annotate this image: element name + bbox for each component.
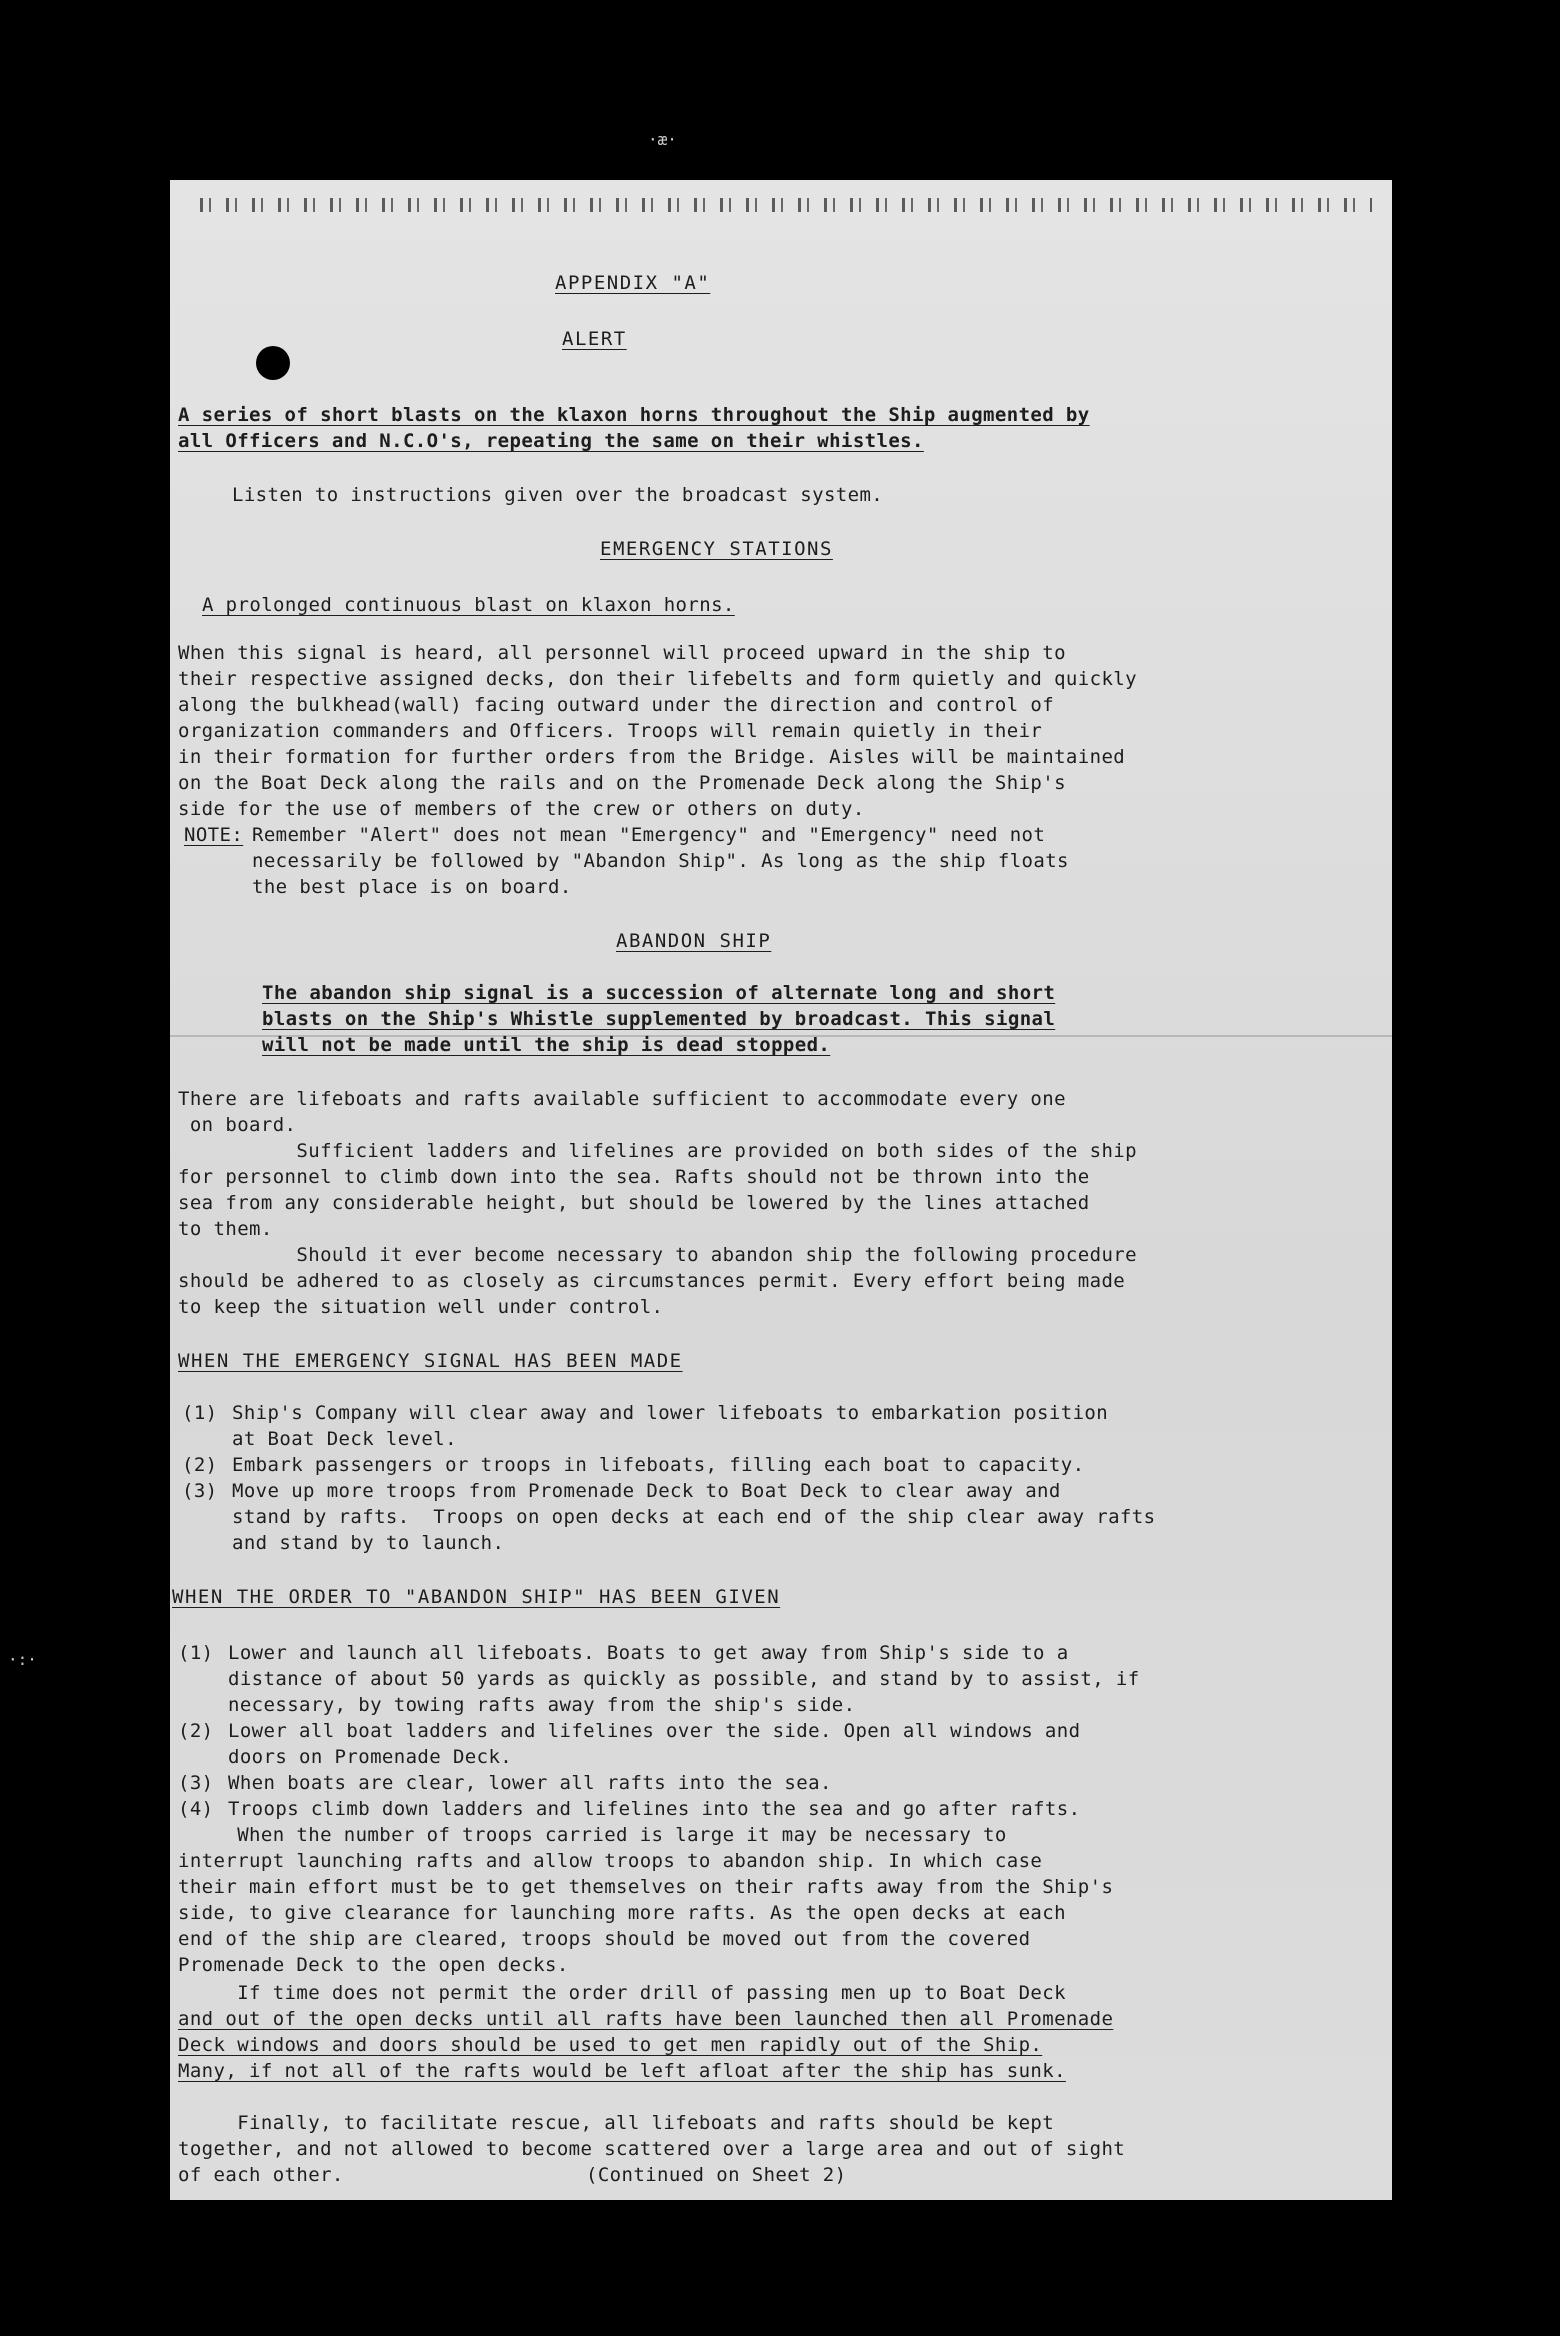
note-line: Remember "Alert" does not mean "Emergency" and "Emergency" need not xyxy=(252,824,1046,846)
abandon-para-line: to keep the situation well under control. xyxy=(178,1296,664,1318)
abandon-para-line: to them. xyxy=(178,1218,273,1240)
list-item-line: and stand by to launch. xyxy=(232,1532,505,1554)
abandon-given-para-line: and out of the open decks until all rafts have been launched then all Promenade xyxy=(178,2008,1114,2030)
emergency-line: in their formation for further orders from the Bridge. Aisles will be maintained xyxy=(178,746,1126,768)
abandon-given-para-line: If time does not permit the order drill of passing men up to Boat Deck xyxy=(178,1982,1066,2004)
alert-listen: Listen to instructions given over the broadcast system. xyxy=(232,484,884,506)
list-number: (4) xyxy=(178,1798,214,1820)
abandon-given-heading: WHEN THE ORDER TO "ABANDON SHIP" HAS BEEN GIVEN xyxy=(172,1586,781,1608)
abandon-given-para-line: When the number of troops carried is large it may be necessary to xyxy=(178,1824,1007,1846)
emergency-made-heading: WHEN THE EMERGENCY SIGNAL HAS BEEN MADE xyxy=(178,1350,683,1372)
list-item-line: Lower and launch all lifeboats. Boats to get away from Ship's side to a xyxy=(228,1642,1069,1664)
emergency-line: along the bulkhead(wall) facing outward under the direction and control of xyxy=(178,694,1055,716)
emergency-line: on the Boat Deck along the rails and on the Promenade Deck along the Ship's xyxy=(178,772,1066,794)
abandon-para-line: Sufficient ladders and lifelines are provided on both sides of the ship xyxy=(178,1140,1137,1162)
list-item-line: Troops climb down ladders and lifelines into the sea and go after rafts. xyxy=(228,1798,1081,1820)
appendix-heading: APPENDIX "A" xyxy=(555,272,711,294)
note-line: necessarily be followed by "Abandon Ship". As long as the ship floats xyxy=(252,850,1069,872)
list-item-line: at Boat Deck level. xyxy=(232,1428,457,1450)
abandon-para-line: sea from any considerable height, but should be lowered by the lines attached xyxy=(178,1192,1090,1214)
alert-line: all Officers and N.C.O's, repeating the same on their whistles. xyxy=(178,430,924,452)
abandon-signal-line: The abandon ship signal is a succession of alternate long and short xyxy=(262,982,1056,1004)
list-item-line: distance of about 50 yards as quickly as possible, and stand by to assist, if xyxy=(228,1668,1140,1690)
abandon-given-para-line: Many, if not all of the rafts would be left afloat after the ship has sunk. xyxy=(178,2060,1066,2082)
list-number: (1) xyxy=(178,1642,214,1664)
top-stray-mark: ·æ· xyxy=(648,130,677,149)
list-item-line: Move up more troops from Promenade Deck to Boat Deck to clear away and xyxy=(232,1480,1061,1502)
list-item-line: Embark passengers or troops in lifeboats, filling each boat to capacity. xyxy=(232,1454,1085,1476)
abandon-para-line: There are lifeboats and rafts available sufficient to accommodate every one xyxy=(178,1088,1066,1110)
list-item-line: stand by rafts. Troops on open decks at each end of the ship clear away rafts xyxy=(232,1506,1156,1528)
alert-line: A series of short blasts on the klaxon horns throughout the Ship augmented by xyxy=(178,404,1090,426)
list-item-line: necessary, by towing rafts away from the ship's side. xyxy=(228,1694,856,1716)
abandon-signal-line: blasts on the Ship's Whistle supplemented by broadcast. This signal xyxy=(262,1008,1056,1030)
abandon-signal-line: will not be made until the ship is dead stopped. xyxy=(262,1034,831,1056)
abandon-given-para-line: end of the ship are cleared, troops should be moved out from the covered xyxy=(178,1928,1031,1950)
punch-hole xyxy=(256,346,290,380)
list-number: (3) xyxy=(182,1480,218,1502)
abandon-given-para-line: Promenade Deck to the open decks. xyxy=(178,1954,569,1976)
side-stray-mark: ·:· xyxy=(8,1650,37,1669)
alert-heading: ALERT xyxy=(562,328,627,350)
emergency-line: side for the use of members of the crew or others on duty. xyxy=(178,798,865,820)
note-label: NOTE: xyxy=(184,824,244,846)
list-number: (2) xyxy=(178,1720,214,1742)
list-number: (1) xyxy=(182,1402,218,1424)
list-item-line: doors on Promenade Deck. xyxy=(228,1746,513,1768)
abandon-para-line: Should it ever become necessary to abandon ship the following procedure xyxy=(178,1244,1137,1266)
emergency-heading: EMERGENCY STATIONS xyxy=(600,538,833,560)
emergency-line: their respective assigned decks, don their lifebelts and form quietly and quickly xyxy=(178,668,1137,690)
list-number: (3) xyxy=(178,1772,214,1794)
document-page xyxy=(170,180,1392,2200)
continued-note: (Continued on Sheet 2) xyxy=(586,2164,847,2186)
abandon-given-para-line: Deck windows and doors should be used to get men rapidly out of the Ship. xyxy=(178,2034,1043,2056)
abandon-given-para-line: of each other. xyxy=(178,2164,344,2186)
abandon-given-para-line: Finally, to facilitate rescue, all lifeboats and rafts should be kept xyxy=(178,2112,1055,2134)
scan-edge-noise xyxy=(200,198,1372,212)
abandon-para-line: for personnel to climb down into the sea. Rafts should not be thrown into the xyxy=(178,1166,1090,1188)
abandon-heading: ABANDON SHIP xyxy=(616,930,772,952)
abandon-para-line: should be adhered to as closely as circumstances permit. Every effort being made xyxy=(178,1270,1126,1292)
list-item-line: Lower all boat ladders and lifelines over the side. Open all windows and xyxy=(228,1720,1081,1742)
list-item-line: When boats are clear, lower all rafts into the sea. xyxy=(228,1772,832,1794)
abandon-given-para-line: interrupt launching rafts and allow troops to abandon ship. In which case xyxy=(178,1850,1043,1872)
abandon-given-para-line: their main effort must be to get themselves on their rafts away from the Ship's xyxy=(178,1876,1114,1898)
note-line: the best place is on board. xyxy=(252,876,572,898)
emergency-line: organization commanders and Officers. Troops will remain quietly in their xyxy=(178,720,1043,742)
emergency-line: When this signal is heard, all personnel will proceed upward in the ship to xyxy=(178,642,1066,664)
list-number: (2) xyxy=(182,1454,218,1476)
list-item-line: Ship's Company will clear away and lower lifeboats to embarkation position xyxy=(232,1402,1109,1424)
abandon-para-line: on board. xyxy=(178,1114,297,1136)
abandon-given-para-line: side, to give clearance for launching more rafts. As the open decks at each xyxy=(178,1902,1066,1924)
abandon-given-para-line: together, and not allowed to become scattered over a large area and out of sight xyxy=(178,2138,1126,2160)
emergency-signal: A prolonged continuous blast on klaxon horns. xyxy=(202,594,735,616)
